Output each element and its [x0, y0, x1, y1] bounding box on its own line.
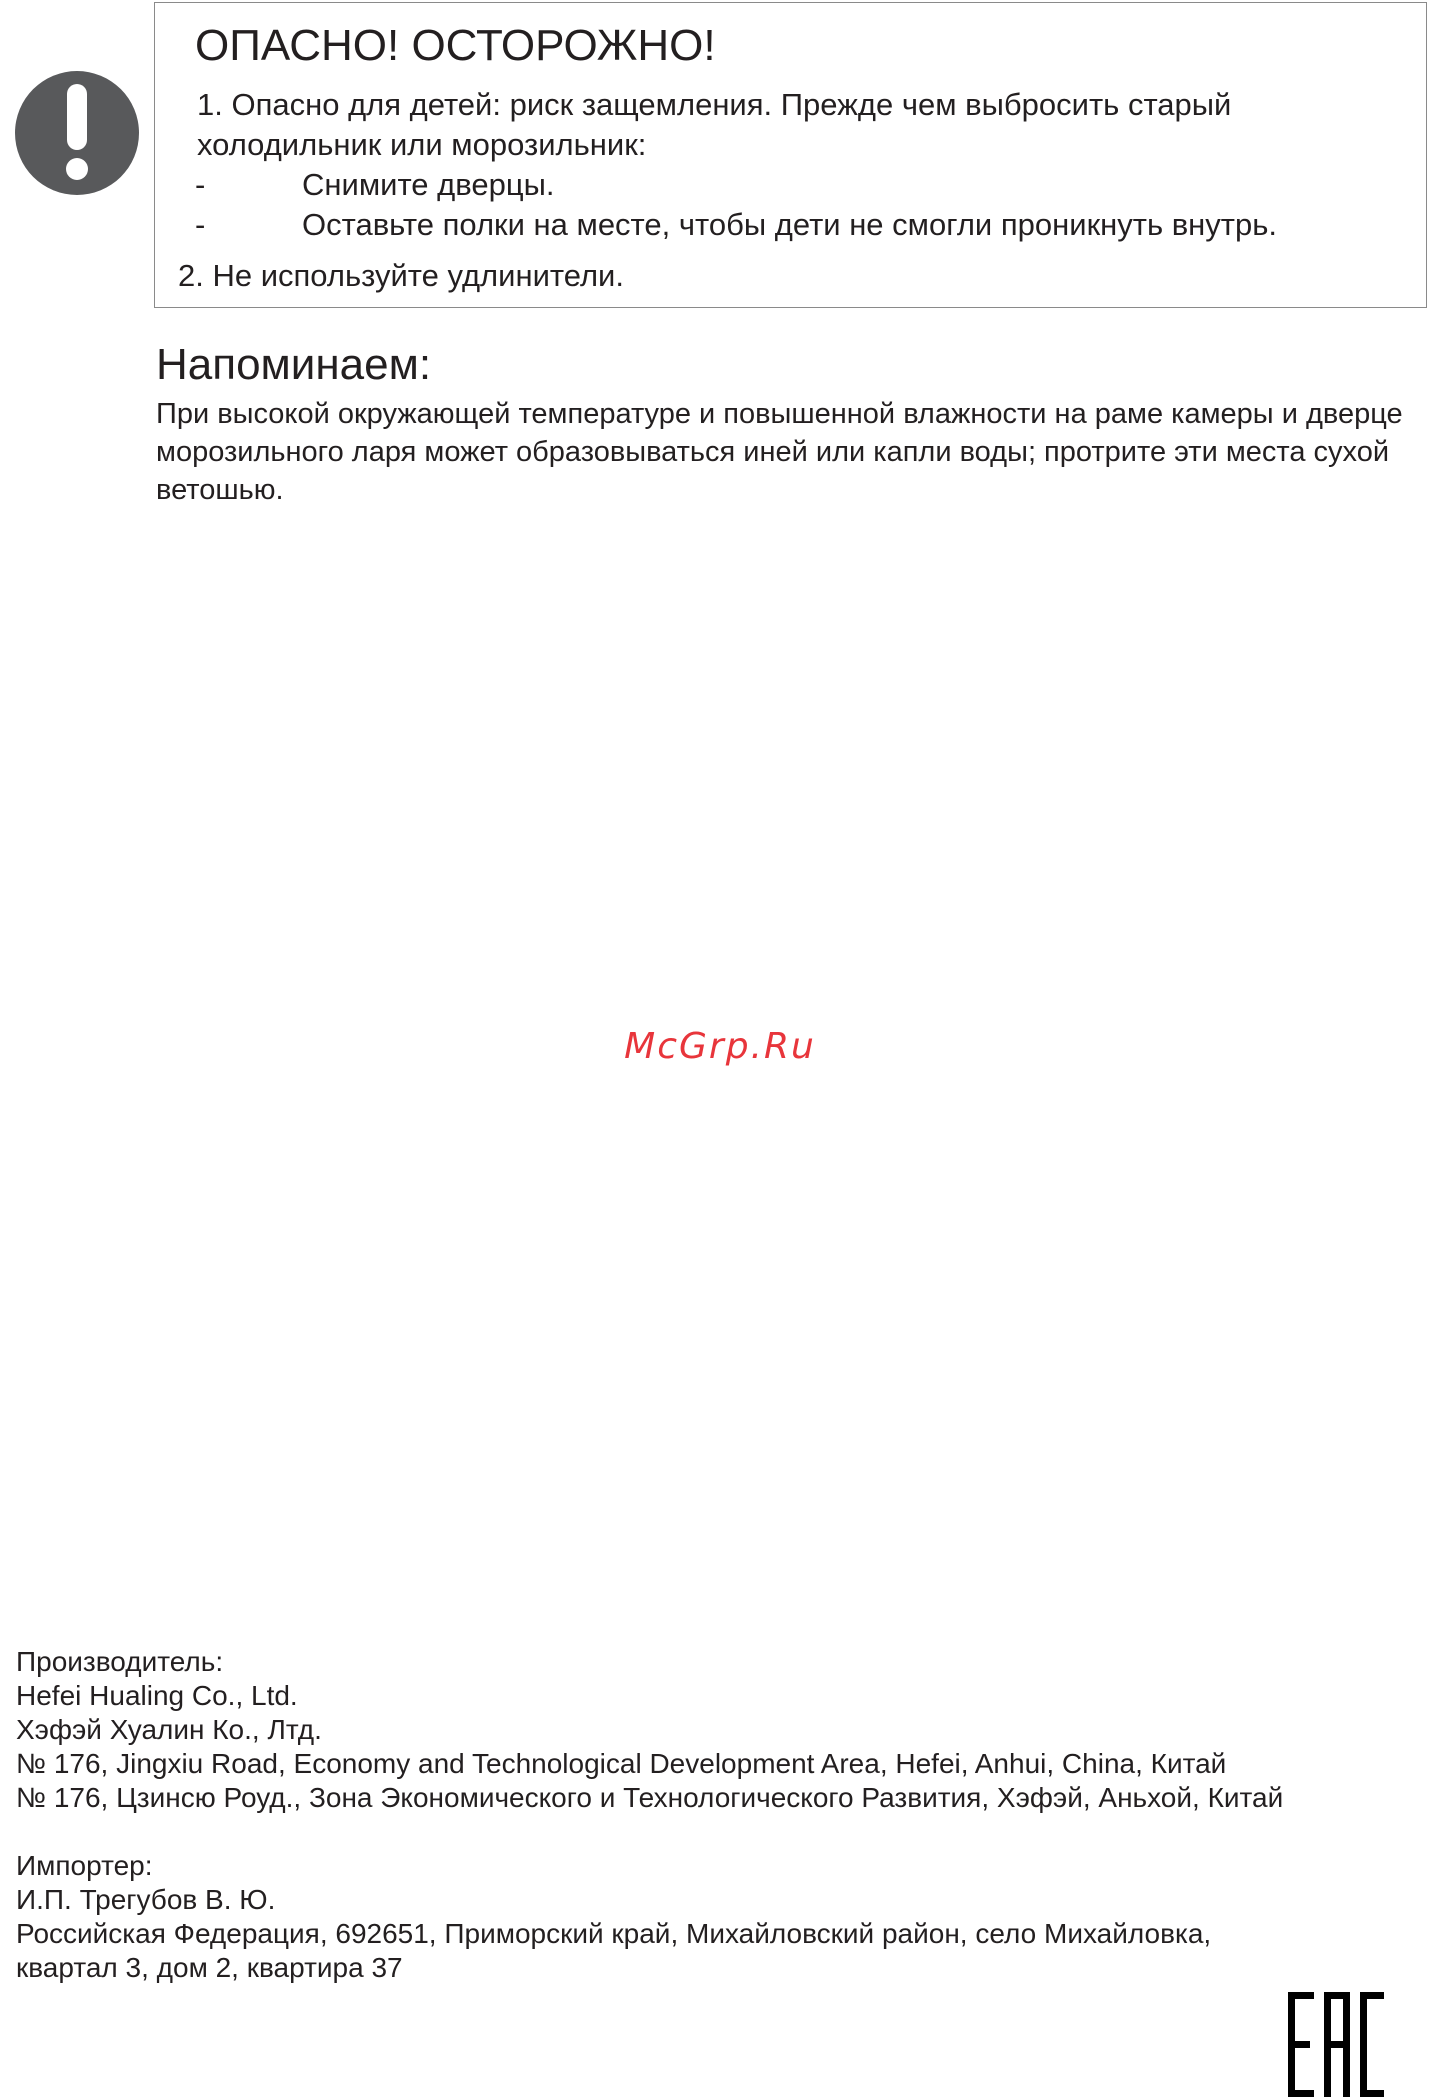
warning-item-1-line-1: 1. Опасно для детей: риск защемления. Прежде чем выбросить старый [197, 87, 1232, 122]
importer-name: И.П. Трегубов В. Ю. [16, 1884, 276, 1915]
importer-address-line-1: Российская Федерация, 692651, Приморский край, Михайловский район, село Михайловка, [16, 1918, 1212, 1949]
importer-address-line-2: квартал 3, дом 2, квартира 37 [16, 1952, 403, 1983]
warning-box [154, 2, 1427, 308]
warning-title: ОПАСНО! ОСТОРОЖНО! [195, 21, 716, 70]
warning-subitem-2: Оставьте полки на месте, чтобы дети не смогли проникнуть внутрь. [302, 207, 1278, 242]
manufacturer-name-ru: Хэфэй Хуалин Ко., Лтд. [16, 1714, 322, 1745]
watermark: McGrp.Ru [624, 1026, 816, 1067]
bullet-dash: - [195, 207, 206, 242]
exclamation-circle-icon [12, 68, 142, 198]
reminder-text: При высокой окружающей температуре и повышенной влажности на раме камеры и дверце морозильного ларя может образовываться иней или капли воды; протрите эти места сухой ветошью. [156, 398, 1403, 506]
manufacturer-name-en: Hefei Hualing Co., Ltd. [16, 1680, 298, 1711]
eac-mark [1286, 1990, 1386, 2099]
importer-label: Импортер: [16, 1850, 153, 1881]
warning-item-1-line-2: холодильник или морозильник: [197, 127, 647, 162]
manufacturer-label: Производитель: [16, 1646, 224, 1677]
bullet-dash: - [195, 167, 206, 202]
reminder-title: Напоминаем: [156, 340, 432, 389]
warning-subitem-1: Снимите дверцы. [302, 167, 555, 202]
manufacturer-address-ru: № 176, Цзинсю Роуд., Зона Экономического и Технологического Развития, Хэфэй, Аньхой, Китай [16, 1782, 1284, 1813]
manufacturer-address-en: № 176, Jingxiu Road, Economy and Technological Development Area, Hefei, Anhui, China, Китай [16, 1748, 1227, 1779]
warning-item-2: 2. Не используйте удлинители. [178, 258, 624, 293]
